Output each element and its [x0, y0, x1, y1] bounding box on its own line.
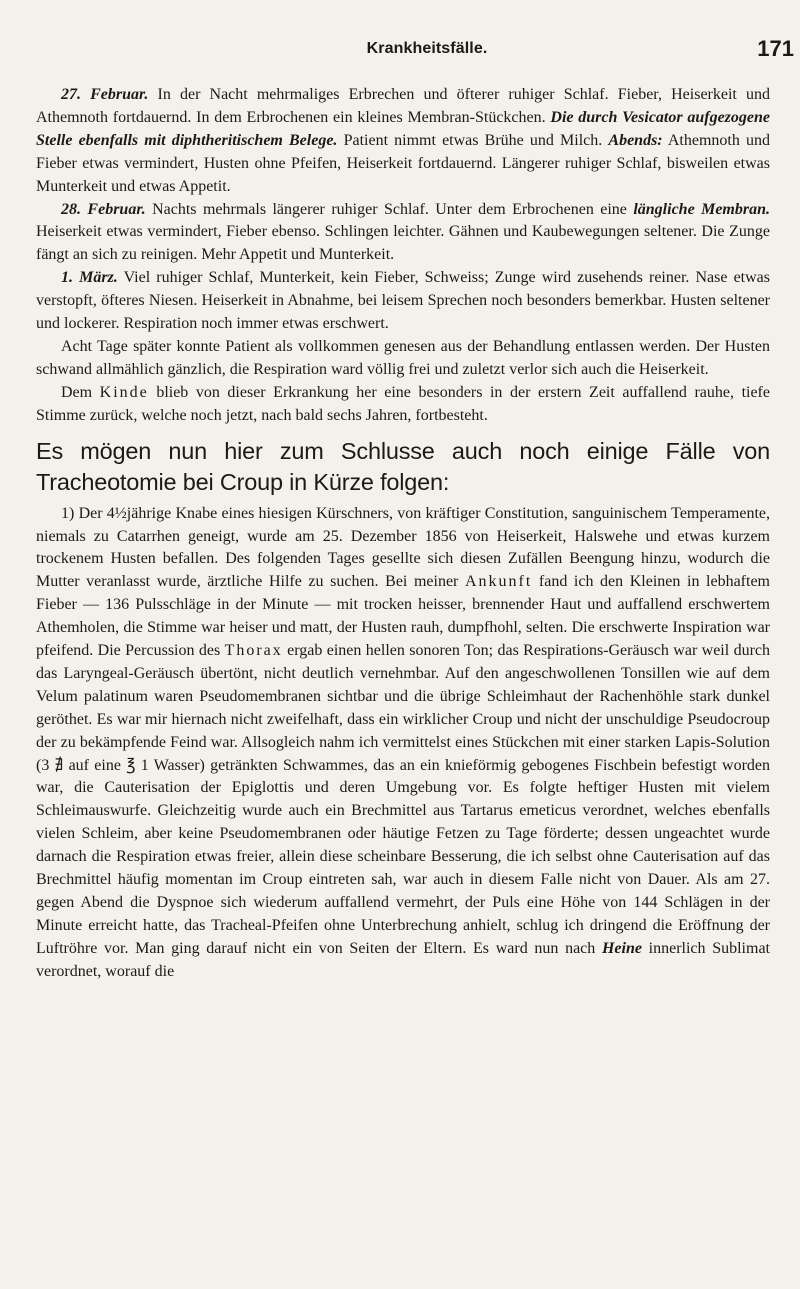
paragraph-text: blieb von dieser Erkrankung her eine besonders in der erstern Zeit auffallend rauhe, tiefe Stimme zurück, welche noch jetzt, nach bald sechs Jahren, fortbesteht.: [36, 383, 770, 424]
paragraph-case-1: [36, 503, 770, 984]
running-title: Krankheitsfälle.: [366, 40, 488, 57]
paragraph-text: Dem: [61, 383, 100, 401]
emphasized-text: Abends:: [608, 131, 663, 149]
paragraph-text: Athemnoth und Fieber etwas vermindert, Husten ohne Pfeifen, Heiserkeit fortdauernd. Längerer ruhiger Schlaf, bisweilen etwas Munterkeit und etwas Appetit.: [36, 131, 771, 195]
entry-date: 28. Februar.: [61, 200, 146, 218]
paragraph-text: Heiserkeit etwas vermindert, Fieber ebenso. Schlingen leichter. Gähnen und Kaubewegungen seltener. Die Zunge fängt an sich zu reinigen. Mehr Appetit und Munterkeit.: [36, 223, 770, 264]
paragraph-text: In der Nacht mehrmaliges Erbrechen und öfterer ruhiger Schlaf. Fieber, Heiserkeit und Athemnoth fortdauernd. In dem Erbrochenen ein kleines Membran-Stückchen.: [36, 86, 770, 126]
paragraph-feb-27: [36, 84, 770, 199]
entry-date: 27. Februar.: [61, 86, 149, 103]
emphasized-text: Heine: [601, 939, 642, 957]
paragraph-text: Nachts mehrmals längerer ruhiger Schlaf. Unter dem Erbrochenen eine: [145, 200, 634, 218]
paragraph-text: Patient nimmt etwas Brühe und Milch.: [337, 131, 609, 149]
page-number: 171: [757, 36, 794, 61]
emphasized-text: längliche Membran.: [633, 200, 770, 218]
paragraph-text: Viel ruhiger Schlaf, Munterkeit, kein Fieber, Schweiss; Zunge wird zusehends reiner. Nase etwas verstopft, öfteres Niesen. Heiserkeit in Abnahme, bei leisem Sprechen noch besonders bemerkbar. Husten seltener und lockerer. Respiration noch immer etwas erschwert.: [36, 269, 771, 333]
body-text: [36, 84, 770, 984]
paragraph-voice: [36, 382, 770, 428]
section-heading: Es mögen nun hier zum Schlusse auch noch einige Fälle von Tracheotomie bei Croup in Kürze folgen:: [36, 437, 770, 495]
paragraph-mar-1: [36, 267, 770, 336]
spaced-text: Thorax: [224, 642, 283, 660]
entry-date: 1. März.: [61, 269, 118, 287]
spaced-text: Ankunft: [464, 573, 533, 591]
paragraph-text: innerlich Sublimat verordnet, worauf die: [36, 939, 770, 980]
paragraph-text: fand ich den Kleinen in lebhaftem Fieber — 136 Pulsschläge in der Minute — mit trocken heisser, brennender Haut und auffallend erschwertem Athemholen, die Stimme war heiser und matt, der Husten rauh, dumpfhohl, selten. Die erschwerte Inspiration war pfeifend. Die Percussion des: [36, 573, 770, 660]
spaced-text: Kinde: [99, 383, 149, 401]
paragraph-text: Acht Tage später konnte Patient als vollkommen genesen aus der Behandlung entlassen werden. Der Husten schwand allmählich gänzlich, die Respiration ward völlig frei und zuletzt verlor sich auch die Heiserkeit.: [36, 337, 770, 378]
paragraph-feb-28: [36, 199, 770, 268]
paragraph-text: 1) Der 4½jährige Knabe eines hiesigen Kürschners, von kräftiger Constitution, sanguinischem Temperamente, niemals zu Catarrhen geneigt, wurde am 25. Dezember 1856 von Heiserkeit, Halswehe und etwas kurzem trockenem Husten befallen. Des folgenden Tages gesellte sich diesen Zufällen Beengung hinzu, wodurch die Mutter veranlasst wurde, ärztliche Hilfe zu suchen. Bei meiner: [36, 504, 770, 591]
paragraph-text: ergab einen hellen sonoren Ton; das Respirations-Geräusch war weil durch das Laryngeal-Geräusch übertönt, nicht deutlich vernehmbar. Auf den angeschwollenen Tonsillen wie auf dem Velum palatinum waren Pseudomembranen sichtbar und die übrige Schleimhaut der Rachenhöhle stark dunkel geröthet. Es war mir hiernach nicht zweifelhaft, dass ein wirklicher Croup und nicht der unschuldige Pseudocroup der zu bekämpfende Feind war. Allsogleich nahm ich vermittelst eines Stückchen mit einer starken Lapis-Solution (3 ∄ auf eine ℥ 1 Wasser) getränkten Schwammes, das an ein knieförmig gebogenes Fischbein befestigt worden war, die Cauterisation der Epiglottis und deren Umgebung vor. Es folgte heftiger Husten mit vielem Schleimauswurfe. Gleichzeitig wurde auch ein Brechmittel aus Tartarus emeticus verordnet, welches ebenfalls vielen Schleim, aber keine Pseudomembranen oder häutige Fetzen zu Tage förderte; dessen ungeachtet wurde darnach die Respiration etwas freier, allein diese scheinbare Besserung, die ich selbst ohne Cauterisation auf das Brechmittel häufig momentan im Croup eintreten sah, war auch in diesem Falle nicht von Dauer. Als am 27. gegen Abend die Dyspnoe sich wiederum auffallend vermehrt, der Puls eine Höhe von 144 Schlägen in der Minute erreicht hatte, das Tracheal-Pfeifen ohne Unterbrechung anhielt, schlug ich dringend die Eröffnung der Luftröhre vor. Man ging darauf nicht ein von Seiten der Eltern. Es ward nun nach: [36, 642, 770, 957]
running-header: [60, 36, 794, 70]
emphasized-text: Die durch Vesicator aufgezogene Stelle ebenfalls mit diphtheritischem Belege.: [36, 108, 771, 149]
paragraph-recovery: [36, 336, 770, 382]
